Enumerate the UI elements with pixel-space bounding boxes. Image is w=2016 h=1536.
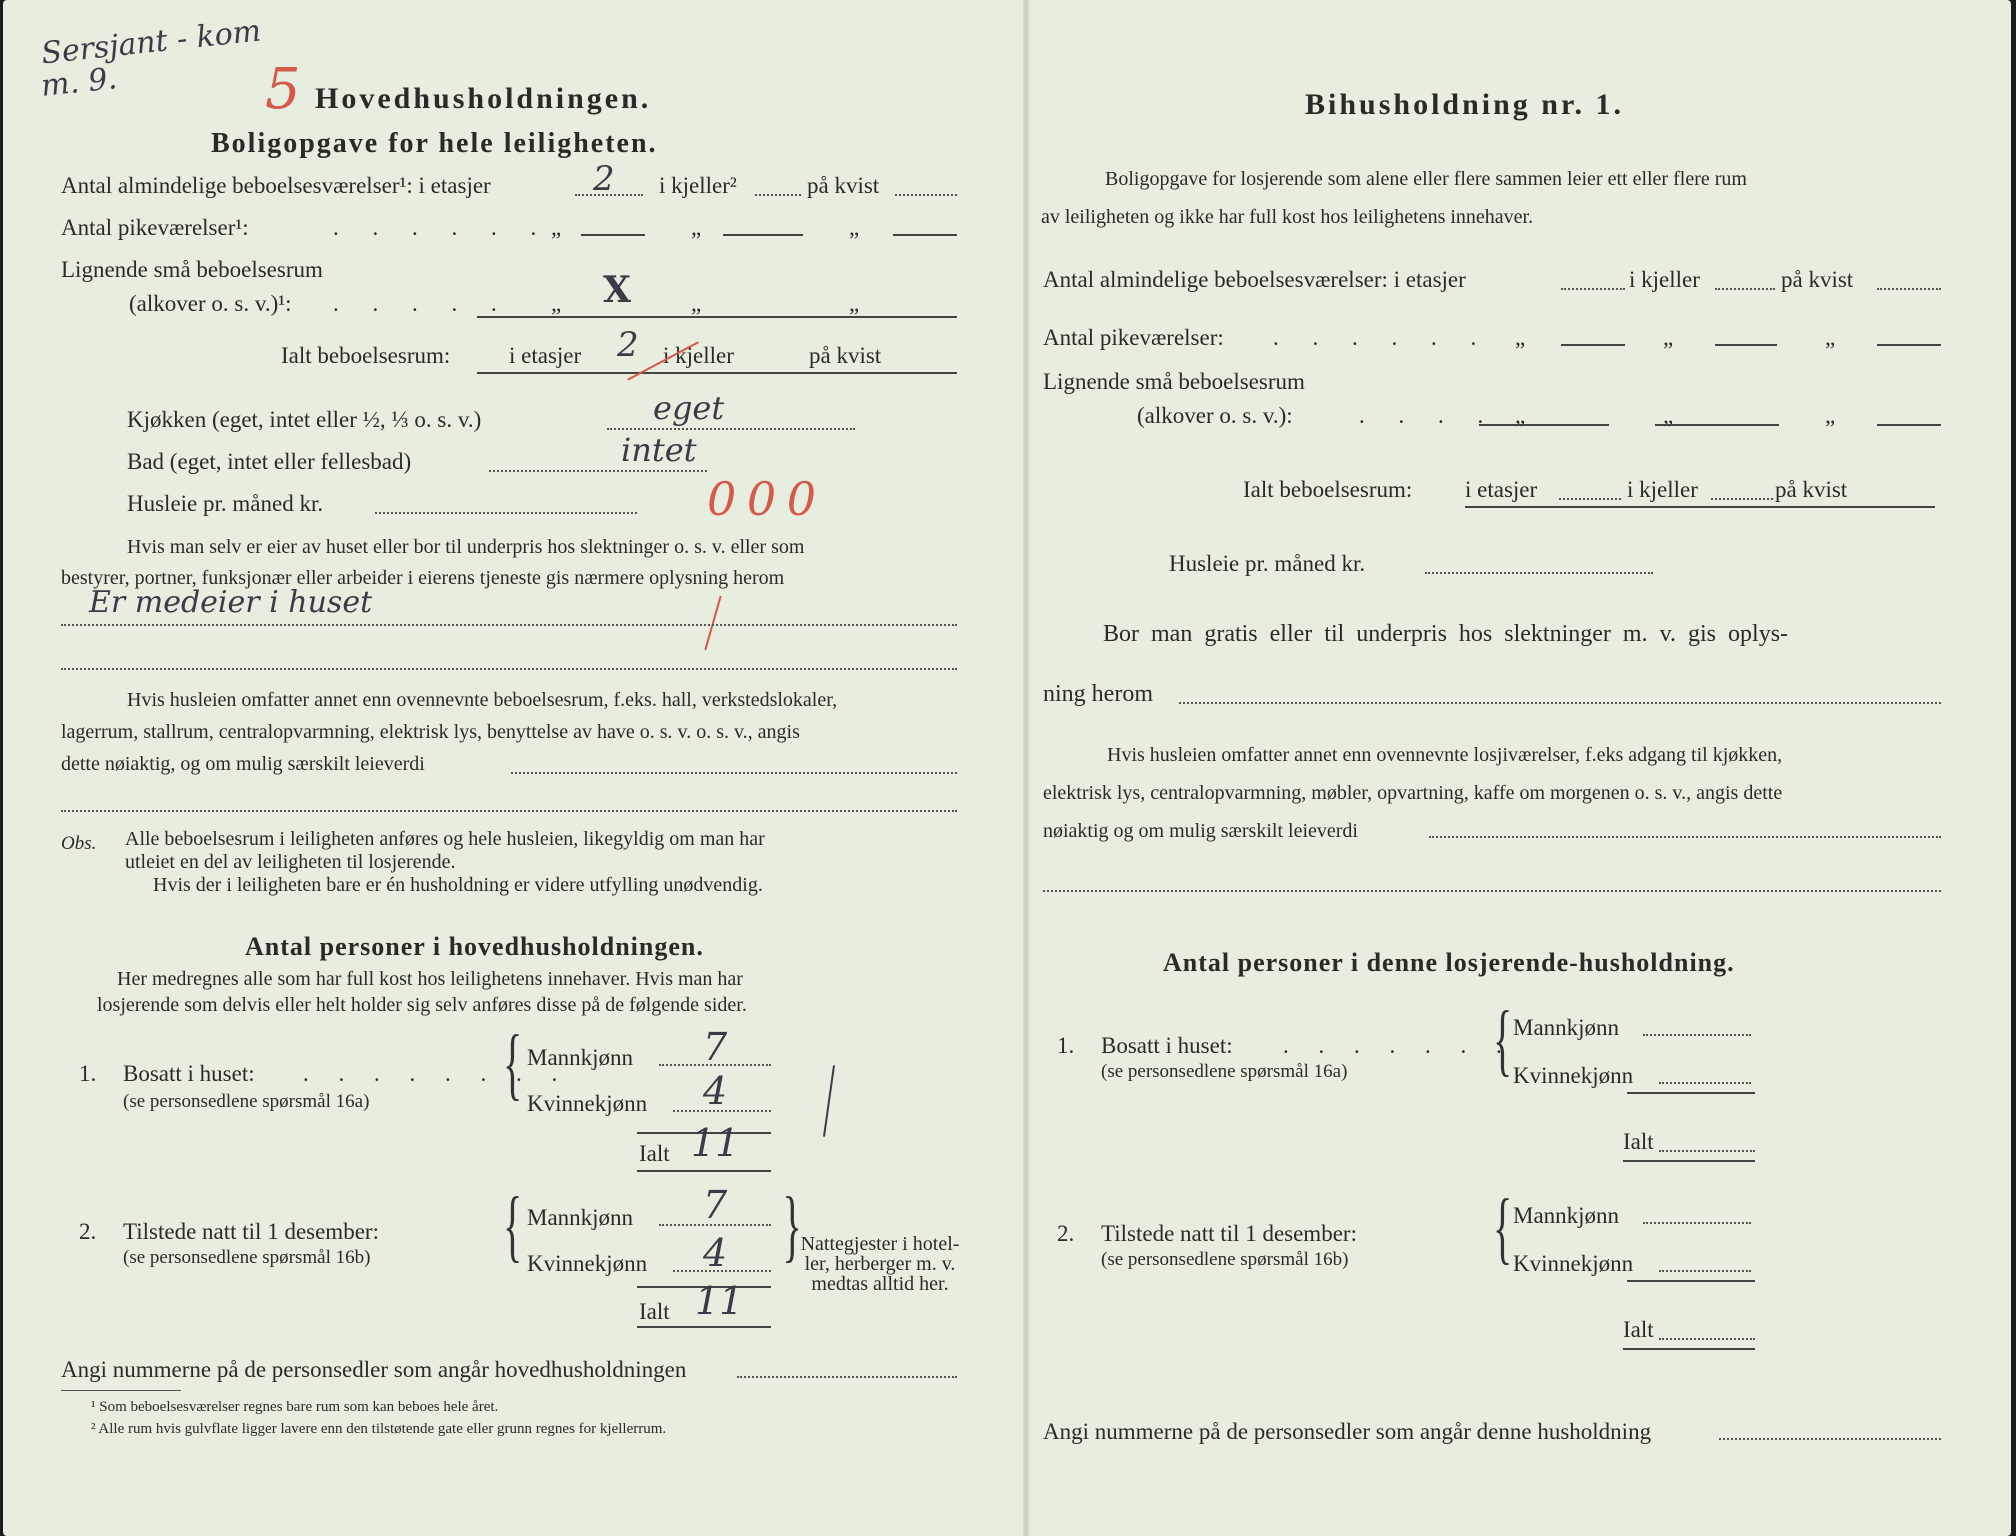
right-lign-quote-1: „ (1515, 403, 1526, 428)
left-title: Hovedhusholdningen. (315, 82, 652, 115)
left-q1-ialt-label: Ialt (639, 1141, 670, 1166)
right-lign-label-2: (alkover o. s. v.): (1137, 403, 1293, 428)
right-q2-num: 2. (1057, 1221, 1075, 1246)
right-q2-brace: { (1493, 1184, 1513, 1272)
right-ialt-kjeller-label: i kjeller (1627, 477, 1698, 502)
right-rooms-kjeller-line (1715, 288, 1775, 290)
rooms-kjeller-label: i kjeller² (659, 173, 737, 198)
footnote-1: ¹ Som beboelsesværelser regnes bare rum som kan beboes hele året. (91, 1399, 499, 1415)
right-leieverdi-line-2 (1043, 890, 1941, 892)
left-q2-brace-open: { (503, 1182, 523, 1270)
ialt-kvist-label: på kvist (809, 343, 882, 368)
left-q1-kvinne-value: 4 (703, 1069, 728, 1113)
lign-quote-3: „ (849, 291, 860, 316)
right-q2-mann-line (1643, 1222, 1751, 1224)
right-pike-leader: . . . . . . (1273, 325, 1491, 350)
lign-quote-2: „ (691, 291, 702, 316)
ialt-etasjer-value: 2 (617, 325, 639, 365)
right-q2-ialt-rule (1623, 1348, 1755, 1350)
right-pike-line-3 (1877, 344, 1941, 346)
right-q1-kvinne-label: Kvinnekjønn (1513, 1063, 1634, 1088)
kjokken-value: eget (653, 389, 725, 427)
left-q1-label: Bosatt i huset: (123, 1061, 255, 1086)
pike-line-3 (893, 234, 957, 236)
right-rooms-kvist-line (1877, 288, 1941, 290)
eier-value: Er medeier i huset (89, 585, 373, 620)
right-persons-heading: Antal personer i denne losjerende-husholdning. (1163, 948, 1735, 977)
eier-line-2 (61, 668, 957, 670)
left-q2-num: 2. (79, 1219, 97, 1244)
household-number-mark: 5 (265, 57, 301, 122)
right-pike-label: Antal pikeværelser: (1043, 325, 1224, 350)
lign-label-2: (alkover o. s. v.)¹: (129, 291, 292, 316)
right-q1-label: Bosatt i huset: (1101, 1033, 1233, 1058)
right-leieverdi-line-1 (1429, 836, 1941, 838)
right-intro: Boligopgave for losjerende som alene eller flere sammen leier ett eller flere rum av leiligheten og ikke har full kost hos leilighetens innehaver. (1041, 168, 1747, 228)
ialt-kjeller-label: i kjeller (663, 343, 734, 368)
right-q2-note: (se personsedlene spørsmål 16b) (1101, 1249, 1349, 1270)
right-pike-line-1 (1561, 344, 1625, 346)
eier-instructions: Hvis man selv er eier av huset eller bor til underpris hos slektninger o. s. v. eller som bestyrer, portner, funksjonær eller arbeider i eierens tjeneste gis nærmere oplysning herom (61, 536, 805, 589)
ialt-label: Ialt beboelsesrum: (281, 343, 451, 368)
pike-line-1 (581, 234, 645, 236)
lign-value: X (603, 269, 631, 311)
left-persons-heading: Antal personer i hovedhusholdningen. (245, 932, 704, 961)
census-form-sheet (3, 0, 2011, 1536)
bad-line (489, 470, 707, 472)
left-q1-mann-value: 7 (703, 1025, 728, 1069)
right-rooms-kvist-label: på kvist (1781, 267, 1854, 292)
kjokken-label: Kjøkken (eget, intet eller ½, ⅓ o. s. v.) (127, 407, 482, 432)
left-q1-kvinne-label: Kvinnekjønn (527, 1091, 648, 1116)
right-lign-quote-3: „ (1825, 403, 1836, 428)
right-husleie-omfatter: Hvis husleien omfatter annet enn ovennevnte losjiværelser, f.eks adgang til kjøkken, elektrisk lys, centralopvarmning, møbler, opvartning, kaffe om morgenen o. s. v., angis dette nøiaktig og om mulig særskilt leieverdi (1043, 744, 1783, 842)
left-q1-ialt-rule (637, 1170, 771, 1172)
right-lign-line-1 (1479, 424, 1609, 426)
right-q1-ialt-line (1659, 1150, 1755, 1152)
right-q1-note: (se personsedlene spørsmål 16a) (1101, 1061, 1348, 1082)
right-angi-line (1719, 1438, 1941, 1440)
right-q1-mann-line (1643, 1034, 1751, 1036)
rooms-kjeller-line (755, 194, 801, 196)
right-lign-leader: . . . . (1359, 403, 1498, 428)
left-q2-note: (se personsedlene spørsmål 16b) (123, 1247, 371, 1268)
pike-quote-3: „ (849, 215, 860, 240)
eier-red-stroke (704, 596, 721, 650)
right-ialt-kjeller-line (1711, 498, 1773, 500)
left-q2-mann-value: 7 (703, 1183, 728, 1227)
left-q1-leader: . . . . . . . . (303, 1061, 570, 1086)
right-q1-brace: { (1493, 996, 1513, 1084)
leieverdi-line-2 (61, 810, 957, 812)
right-rooms-kjeller-label: i kjeller (1629, 267, 1700, 292)
right-ialt-etasjer-label: i etasjer (1465, 477, 1538, 502)
left-q2-ialt-rule (637, 1326, 771, 1328)
rooms-kvist-label: på kvist (807, 173, 880, 198)
pike-label: Antal pikeværelser¹: (61, 215, 249, 240)
pike-leader: . . . . . . (333, 215, 551, 240)
right-q1-kvinne-line (1659, 1082, 1751, 1084)
left-q1-check-mark (823, 1065, 835, 1137)
left-q2-label: Tilstede natt til 1 desember: (123, 1219, 379, 1244)
right-q2-ialt-label: Ialt (1623, 1317, 1654, 1342)
right-husleie-line (1425, 572, 1653, 574)
right-q2-label: Tilstede natt til 1 desember: (1101, 1221, 1357, 1246)
left-q2-mann-label: Mannkjønn (527, 1205, 634, 1230)
right-bor-text-1: Bor man gratis eller til underpris hos slektninger m. v. gis oplys- (1103, 621, 1789, 647)
right-husleie-label: Husleie pr. måned kr. (1169, 551, 1366, 576)
husleie-value: 0 0 0 (707, 472, 815, 526)
left-q1-brace: { (503, 1020, 523, 1108)
left-angi-line (737, 1376, 957, 1378)
right-q1-sum-rule (1627, 1092, 1755, 1094)
right-lign-line-3 (1877, 424, 1941, 426)
left-husleie-omfatter: Hvis husleien omfatter annet enn ovennevnte beboelsesrum, f.eks. hall, verkstedslokaler, lagerrum, stallrum, centralopvarmning, elektrisk lys, benyttelse av have o. s. v. o. s. v., angis dette nøiaktig, og om mulig særskilt leieverdi (61, 689, 838, 775)
right-q2-mann-label: Mannkjønn (1513, 1203, 1620, 1228)
footnote-rule (61, 1390, 181, 1391)
kjokken-line (607, 428, 855, 430)
pike-line-2 (723, 234, 803, 236)
pike-quote-1: „ (551, 215, 562, 240)
right-q2-kvinne-line (1659, 1270, 1751, 1272)
right-q1-leader: . . . . . . . (1283, 1033, 1514, 1058)
left-q2-ialt-value: 11 (695, 1279, 744, 1323)
right-q1-num: 1. (1057, 1033, 1075, 1058)
margin-note-line-2: m. 9. (39, 61, 119, 104)
lign-quote-1: „ (551, 291, 562, 316)
eier-line-1 (61, 624, 957, 626)
right-pike-line-2 (1715, 344, 1777, 346)
right-ialt-etasjer-line (1559, 498, 1621, 500)
left-q2-ialt-label: Ialt (639, 1299, 670, 1324)
left-q2-kvinne-value: 4 (703, 1231, 728, 1275)
right-ialt-line (1465, 506, 1935, 508)
lign-line (477, 316, 957, 318)
page-fold (1023, 0, 1029, 1536)
right-rooms-etasjer-line (1561, 288, 1625, 290)
husleie-label: Husleie pr. måned kr. (127, 491, 324, 516)
left-q1-mann-label: Mannkjønn (527, 1045, 634, 1070)
nattegjester-note: Nattegjester i hotel- ler, herberger m. v. medtas alltid her. (800, 1233, 960, 1295)
right-ialt-label: Ialt beboelsesrum: (1243, 477, 1413, 502)
right-lign-label-1: Lignende små beboelsesrum (1043, 369, 1305, 394)
left-q1-note: (se personsedlene spørsmål 16a) (123, 1091, 370, 1112)
right-pike-quote-2: „ (1663, 325, 1674, 350)
left-persons-text: Her medregnes alle som har full kost hos leilighetens innehaver. Hvis man har losjerende som delvis eller helt holder sig selv anføres disse på de følgende sider. (97, 968, 747, 1016)
left-subtitle: Boligopgave for hele leiligheten. (211, 128, 658, 159)
obs-text: Alle beboelsesrum i leiligheten anføres og hele husleien, likegyldig om man har utleiet en del av leiligheten til losjerende. Hvis der i leiligheten bare er én husholdning er videre utfylling unødvendig. (125, 828, 765, 896)
right-ialt-kvist-label: på kvist (1775, 477, 1848, 502)
husleie-line (375, 512, 637, 514)
left-q1-num: 1. (79, 1061, 97, 1086)
right-lign-quote-2: „ (1663, 403, 1674, 428)
right-q2-kvinne-label: Kvinnekjønn (1513, 1251, 1634, 1276)
left-q1-ialt-value: 11 (691, 1121, 740, 1165)
rooms-kvist-line (895, 194, 957, 196)
leieverdi-line-1 (511, 772, 957, 774)
footnote-2: ² Alle rum hvis gulvflate ligger lavere enn den tilstøtende gate eller grunn regnes for kjellerrum. (91, 1421, 667, 1437)
lign-leader: . . . . . (333, 291, 511, 316)
right-bor-text-2: ning herom (1043, 681, 1153, 707)
left-q2-brace-close: { (782, 1182, 802, 1270)
bad-label: Bad (eget, intet eller fellesbad) (127, 449, 412, 474)
right-angi-label: Angi nummerne på de personsedler som angår denne husholdning (1043, 1419, 1652, 1444)
right-q2-ialt-line (1659, 1338, 1755, 1340)
right-bor-line (1179, 702, 1941, 704)
left-q2-kvinne-label: Kvinnekjønn (527, 1251, 648, 1276)
lign-label-1: Lignende små beboelsesrum (61, 257, 323, 282)
ialt-etasjer-label: i etasjer (509, 343, 582, 368)
pike-quote-2: „ (691, 215, 702, 240)
rooms-etasjer-value: 2 (593, 159, 615, 199)
rooms-label: Antal almindelige beboelsesværelser¹: i etasjer (61, 173, 491, 198)
right-pike-quote-1: „ (1515, 325, 1526, 350)
obs-label: Obs. (61, 833, 97, 854)
ialt-line (477, 372, 957, 374)
right-title: Bihusholdning nr. 1. (1305, 88, 1625, 121)
right-lign-line-2 (1655, 424, 1779, 426)
right-q1-ialt-label: Ialt (1623, 1129, 1654, 1154)
right-q1-ialt-rule (1623, 1160, 1755, 1162)
right-rooms-label: Antal almindelige beboelsesværelser: i etasjer (1043, 267, 1466, 292)
left-angi-label: Angi nummerne på de personsedler som angår hovedhusholdningen (61, 1357, 687, 1382)
right-q1-mann-label: Mannkjønn (1513, 1015, 1620, 1040)
bad-value: intet (621, 431, 697, 469)
margin-note-line-1: Sersjant - kom (39, 13, 263, 72)
right-q2-sum-rule (1627, 1280, 1755, 1282)
right-pike-quote-3: „ (1825, 325, 1836, 350)
